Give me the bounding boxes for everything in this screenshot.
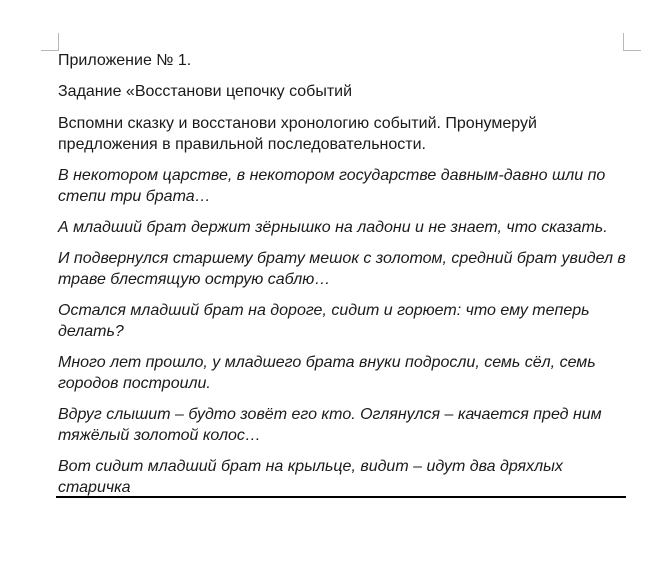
- appendix-title: Приложение № 1.: [58, 52, 192, 69]
- page-corner-marker-left: [41, 33, 59, 51]
- event-sentence-2: А младший брат держит зёрнышко на ладони и не знает, что сказать.: [58, 219, 608, 236]
- instruction-text: Вспомни сказку и восстанови хронологию событий. Пронумеруй предложения в правильной последовательности.: [58, 115, 537, 153]
- document-body: [58, 50, 628, 498]
- event-sentence-6: Вдруг слышит – будто зовёт его кто. Оглянулся – качается пред ним тяжёлый золотой колос…: [58, 406, 602, 444]
- event-sentence-4: Остался младший брат на дороге, сидит и горюет: что ему теперь делать?: [58, 302, 590, 340]
- event-sentence-3: И подвернулся старшему брату мешок с золотом, средний брат увидел в траве блестящую острую саблю…: [58, 250, 626, 288]
- event-sentence-5: Много лет прошло, у младшего брата внуки подросли, семь сёл, семь городов построили.: [58, 354, 596, 392]
- event-sentence-1: В некотором царстве, в некотором государстве давным-давно шли по степи три брата…: [58, 167, 606, 205]
- event-sentence-7: Вот сидит младший брат на крыльце, видит – идут два дряхлых старичка: [58, 458, 563, 496]
- page-corner-marker-right: [623, 33, 641, 51]
- bottom-rule-line: [56, 496, 626, 498]
- task-title: Задание «Восстанови цепочку событий: [58, 83, 353, 100]
